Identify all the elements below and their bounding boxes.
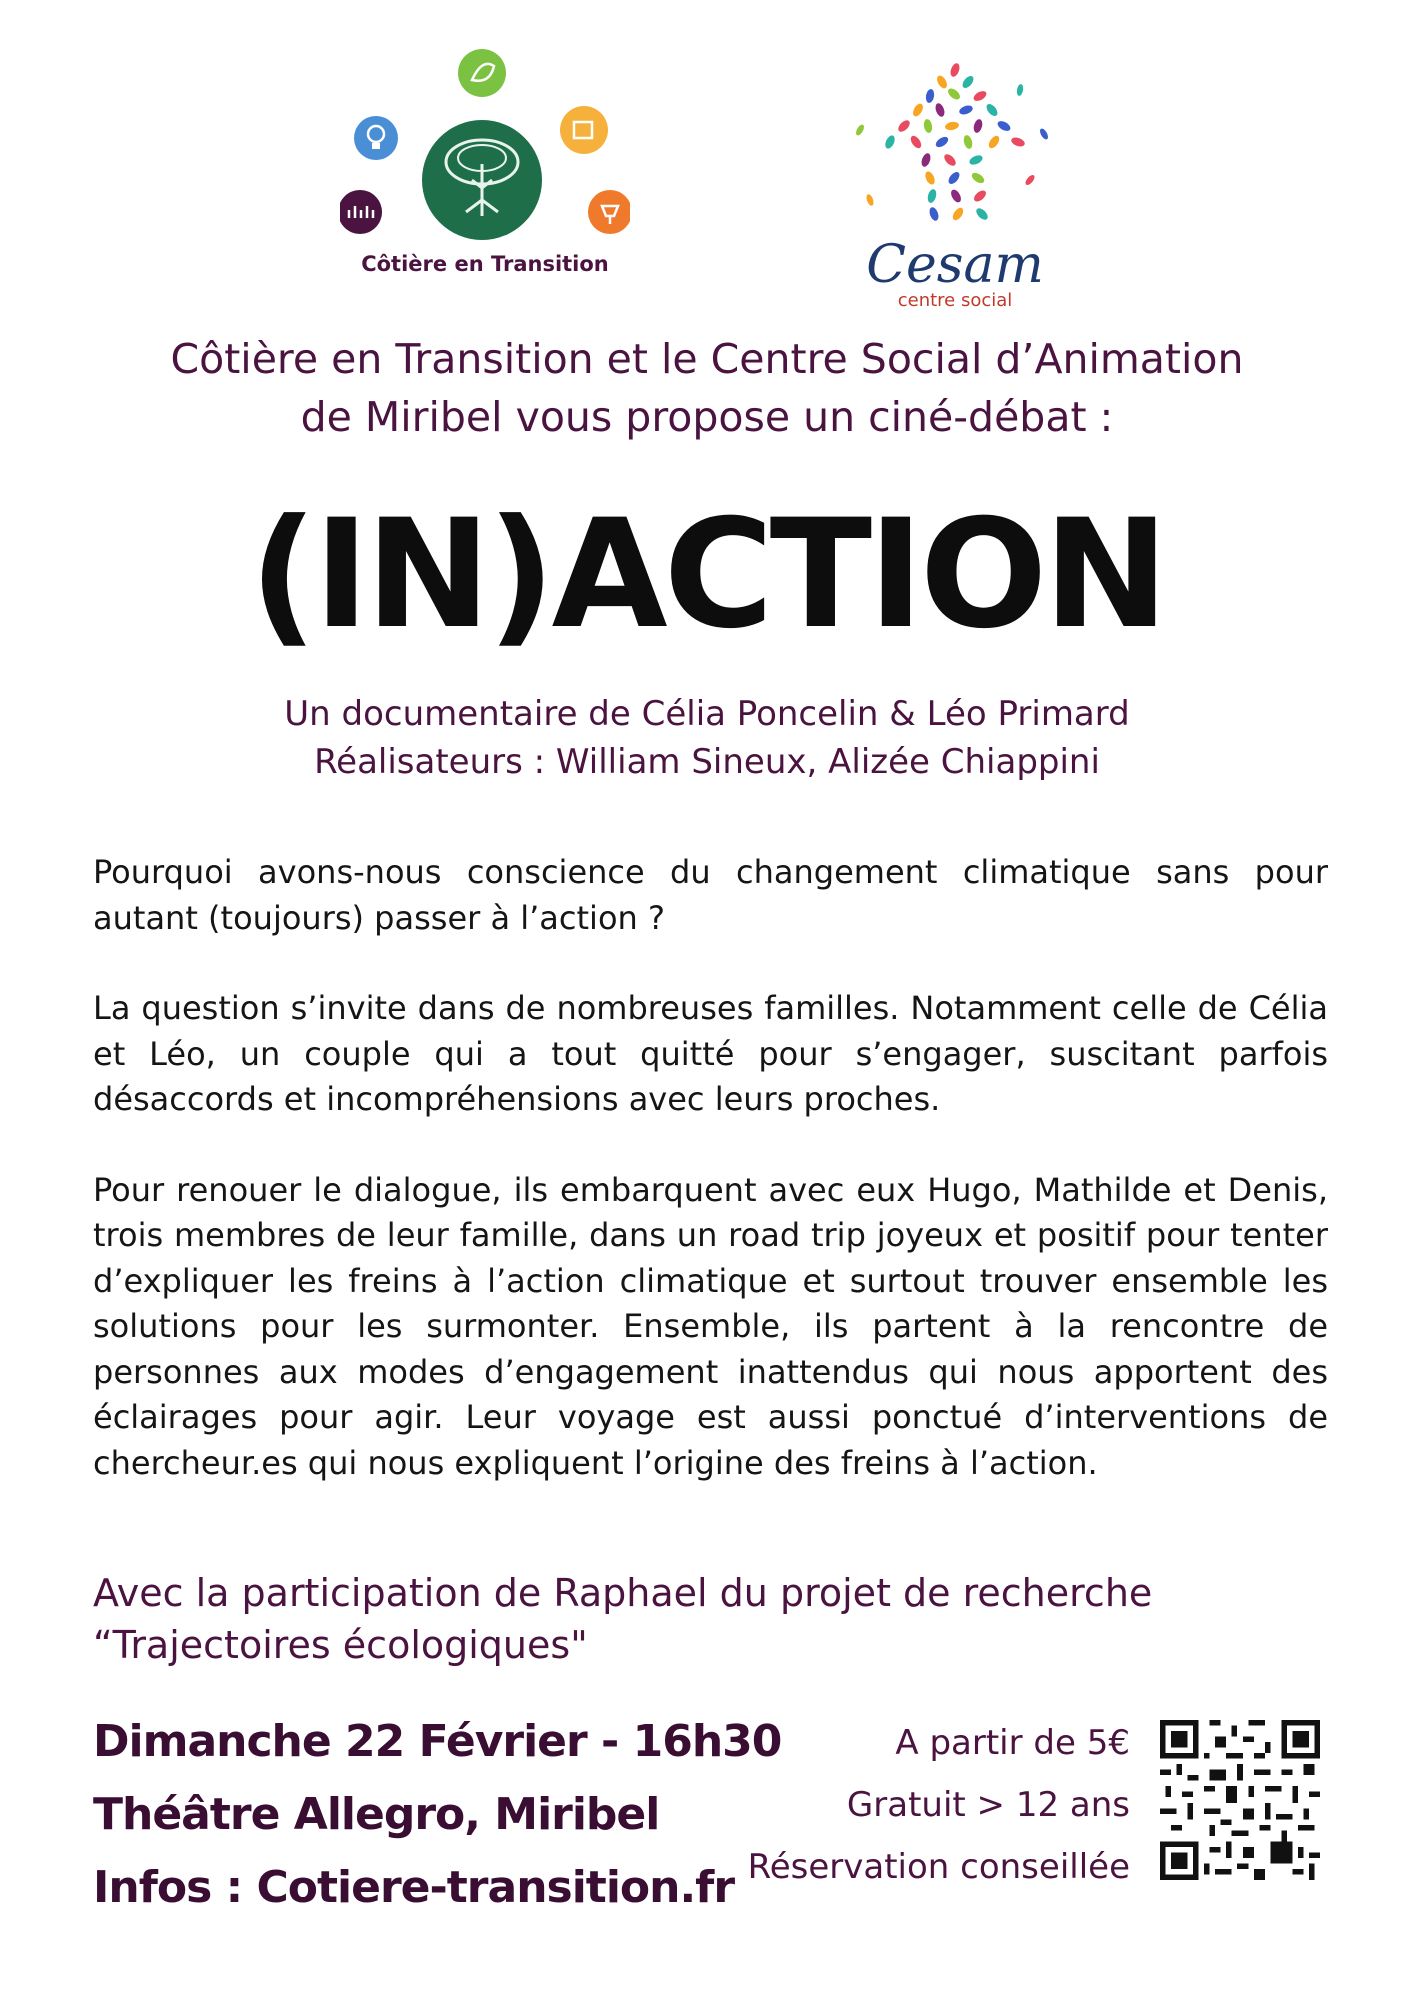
confetti-arrow-icon (854, 62, 1049, 222)
cesam-subtitle: centre social (897, 290, 1013, 311)
lightbulb-icon (354, 116, 398, 160)
participation-line-2: “Trajectoires écologiques" (93, 1623, 588, 1667)
cotiere-logo-graphic (340, 40, 630, 250)
event-details (93, 1705, 793, 1924)
synopsis-paragraph-3: Pour renouer le dialogue, ils embarquent avec eux Hugo, Mathilde et Denis, trois membres de leur famille, dans un road trip joyeux et positif pour tenter d’expliquer les freins à l’action climatique et surtout trouver ensemble les solutions pour les surmonter. Ensemble, ils partent à la rencontre de personnes aux modes d’engagement inattendus qui nous apportent des éclairages pour agir. Leur voyage est aussi ponctué d’interventions de chercheur.es qui nous expliquent l’origine des freins à l’action. (93, 1170, 1328, 1482)
cotiere-logo-text: Côtière en Transition (361, 252, 609, 276)
film-title: (IN)ACTION (249, 488, 1165, 662)
cotiere-logo (340, 40, 630, 300)
intro-text (0, 330, 1414, 446)
intro-line-1: Côtière en Transition et le Centre Social d’Animation (170, 335, 1244, 383)
price-line-3: Réservation conseillée (747, 1847, 1130, 1887)
film-credits (0, 690, 1414, 786)
credits-line-2: Réalisateurs : William Sineux, Alizée Chiappini (314, 742, 1100, 782)
price-line-1: A partir de 5€ (895, 1723, 1130, 1763)
puzzle-icon (560, 106, 608, 154)
synopsis-paragraph-1: Pourquoi avons-nous conscience du changement climatique sans pour autant (toujours) passer à l’action ? (93, 853, 1328, 937)
plug-icon (588, 190, 630, 234)
pricing (720, 1712, 1130, 1898)
qr-code-icon[interactable] (1160, 1720, 1320, 1880)
price-line-2: Gratuit > 12 ans (846, 1785, 1130, 1825)
credits-line-1: Un documentaire de Célia Poncelin & Léo Primard (284, 694, 1130, 734)
event-date: Dimanche 22 Février - 16h30 (93, 1716, 782, 1767)
event-info-link[interactable]: Infos : Cotiere-transition.fr (93, 1862, 735, 1913)
logos-row (0, 40, 1414, 310)
participation-note (93, 1567, 1193, 1671)
cesam-logo (830, 50, 1080, 320)
event-venue: Théâtre Allegro, Miribel (93, 1789, 660, 1840)
leaf-icon (458, 49, 506, 97)
cesam-wordmark: Cesam (866, 235, 1044, 295)
participation-line-1: Avec la participation de Raphael du projet de recherche (93, 1571, 1153, 1615)
intro-line-2: de Miribel vous propose un ciné-débat : (300, 393, 1114, 441)
synopsis (93, 850, 1328, 1531)
cesam-logo-graphic (830, 50, 1080, 320)
synopsis-paragraph-2: La question s’invite dans de nombreuses familles. Notamment celle de Célia et Léo, un couple qui a tout quitté pour s’engager, suscitant parfois désaccords et incompréhensions avec leurs proches. (93, 989, 1328, 1118)
